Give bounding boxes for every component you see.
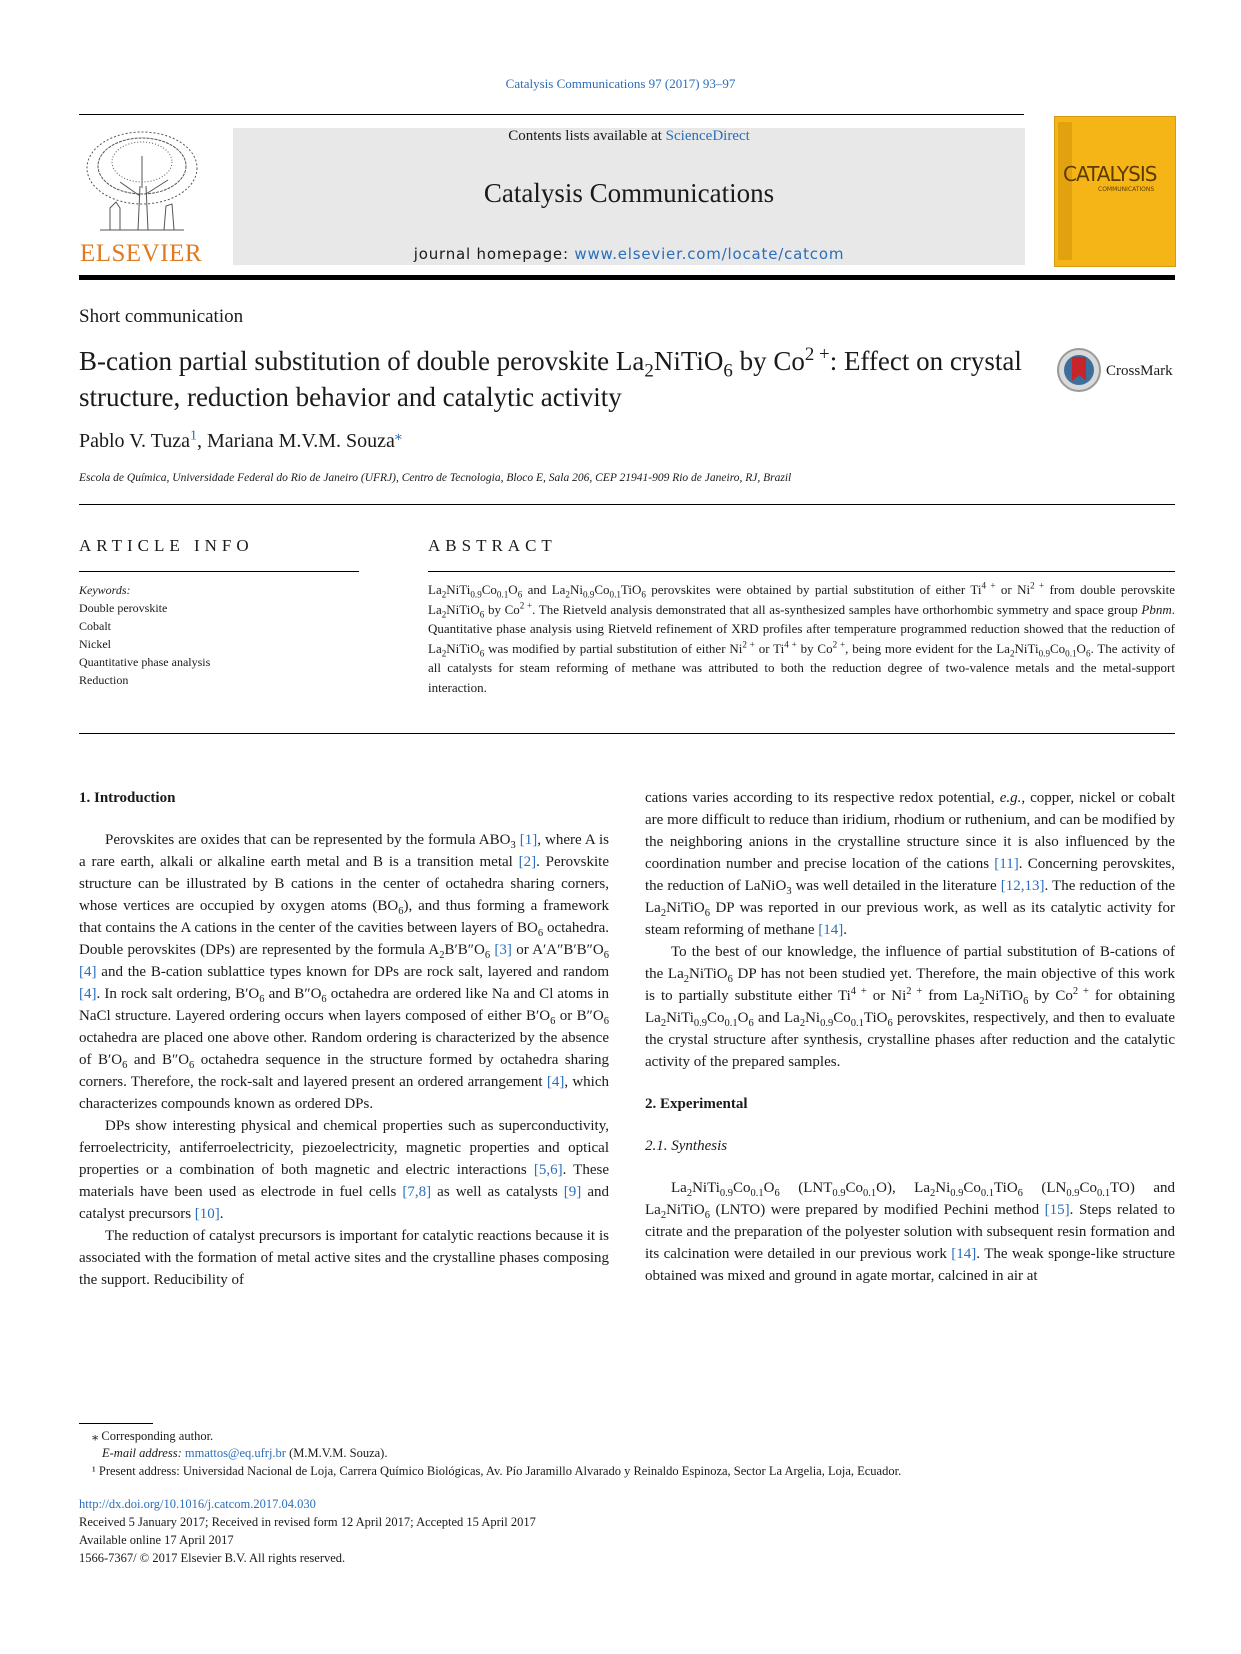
thick-header-rule bbox=[79, 275, 1175, 280]
paragraph: $La_2NiTi_{0.9}Co_{0.1}O_6$ $(LNT_{0.9}Co_{0.1}O)$, $La_2Ni_{0.9}Co_{0.1}TiO_6$ $(LN_{0.9}Co_{0.1}TO)$ and $La_2NiTiO_6$ (LNTO) were prepared by modified Pechini method [15]. Steps related to citrate and the preparation of the polyester solution with subsequent resin formation and its calcination were detailed in our previous work [14]. The weak sponge-like structure obtained was mixed and ground in agate mortar, calcined in air at bbox=[645, 1180, 1175, 1284]
article-title: B-cation partial substitution of double perovskite $La_2NiTiO_6$ by $Co^{2 +}$: Effect on crystal structure, reduction behavior and catalytic activity bbox=[79, 344, 1022, 412]
subsection-heading: 2.1. Synthesis bbox=[645, 1138, 728, 1154]
crossmark-icon[interactable] bbox=[1056, 347, 1102, 393]
footnote-rule bbox=[79, 1423, 153, 1424]
paragraph: The reduction of catalyst precursors is important for catalytic reactions because it is associated with the formation of metal active sites and the crystalline phases composing the support. Reducibility of bbox=[79, 1228, 609, 1288]
rule bbox=[428, 571, 1175, 572]
abstract-heading: ABSTRACT bbox=[428, 536, 557, 555]
contents-line: Contents lists available at ScienceDirect bbox=[508, 128, 750, 144]
rule bbox=[79, 504, 1175, 505]
online-date: Available online 17 April 2017 bbox=[79, 1533, 234, 1547]
header-rule bbox=[79, 114, 1024, 115]
keyword: Double perovskite bbox=[79, 601, 168, 615]
corresponding-mark[interactable]: ⁎ bbox=[394, 428, 402, 444]
crossmark-label[interactable]: CrossMark bbox=[1106, 363, 1173, 379]
rule bbox=[79, 733, 1175, 734]
paragraph: cations varies according to its respective redox potential, e.g., copper, nickel or cobalt are more difficult to reduce than iridium, rhodium or ruthenium, and can be modified by the neighboring anions in the crystalline structure since it is also influenced by the coordination number and precise location of the cations [11]. Concerning perovskites, the reduction of LaNiO$_3$ was well detailed in the literature [12,13]. The reduction of the $La_2NiTiO_6$ DP was reported in our previous work, as well as its catalytic activity for steam reforming of methane [14]. bbox=[645, 790, 1176, 938]
paragraph: DPs show interesting physical and chemical properties such as superconductivity, ferroelectricity, antiferroelectricity, piezoelectricity, magnetic properties and optical properties or a combination of both magnetic and electric interactions [5,6]. These materials have been used as electrode in fuel cells [7,8] as well as catalysts [9] and catalyst precursors [10]. bbox=[79, 1118, 609, 1222]
body-right-column bbox=[645, 787, 1175, 1287]
corresponding-note: ⁎ Corresponding author. bbox=[92, 1429, 214, 1443]
body-left-column bbox=[79, 787, 609, 1291]
doi-link[interactable]: http://dx.doi.org/10.1016/j.catcom.2017.04.030 bbox=[79, 1497, 316, 1511]
email-link[interactable]: mmattos@eq.ufrj.br bbox=[184, 1446, 286, 1460]
journal-homepage: journal homepage: www.elsevier.com/locate/catcom bbox=[413, 245, 845, 263]
rule bbox=[79, 571, 359, 572]
received-dates: Received 5 January 2017; Received in revised form 12 April 2017; Accepted 15 April 2017 bbox=[79, 1515, 536, 1529]
cover-title: CATALYSIS bbox=[1063, 162, 1157, 186]
publisher-name: ELSEVIER bbox=[79, 240, 203, 267]
paragraph: To the best of our knowledge, the influence of partial substitution of B-cations of the $La_2NiTiO_6$ DP has not been studied yet. Therefore, the main objective of this work is to partially substitute either $Ti^{4 +}$ or $Ni^{2 +}$ from $La_2NiTiO_6$ by $Co^{2 +}$ for obtaining $La_2NiTi_{0.9}Co_{0.1}O_6$ and $La_2Ni_{0.9}Co_{0.1}TiO_6$ perovskites, respectively, and then to evaluate the crystal structure after synthesis, crystalline phases after reduction and the catalytic activity of the prepared samples. bbox=[645, 944, 1176, 1070]
article-info-heading: ARTICLE INFO bbox=[79, 536, 254, 555]
keyword: Quantitative phase analysis bbox=[79, 655, 211, 669]
keyword: Cobalt bbox=[79, 619, 111, 633]
keyword: Reduction bbox=[79, 673, 129, 687]
present-address-note: ¹ Present address: Universidad Nacional de Loja, Carrera Químico Biológicas, Av. Pío Jaramillo Alvarado y Reinaldo Espinoza, Sector La Argelia, Loja, Ecuador. bbox=[92, 1464, 902, 1478]
author-name[interactable]: Mariana M.V.M. Souza bbox=[206, 430, 395, 452]
cover-subtitle: COMMUNICATIONS bbox=[1098, 186, 1155, 193]
sciencedirect-link[interactable]: ScienceDirect bbox=[665, 128, 750, 144]
affiliation: Escola de Química, Universidade Federal do Rio de Janeiro (UFRJ), Centro de Tecnologia, Bloco E, Sala 206, CEP 21941-909 Rio de Janeiro, RJ, Brazil bbox=[79, 472, 792, 484]
copyright: 1566-7367/ © 2017 Elsevier B.V. All rights reserved. bbox=[79, 1551, 346, 1565]
elsevier-tree-logo bbox=[80, 126, 204, 238]
email-note: E-mail address: mmattos@eq.ufrj.br (M.M.V.M. Souza). bbox=[102, 1446, 388, 1460]
author-list: Pablo V. Tuza$^1$, Mariana M.V.M. Souza⁎ bbox=[79, 428, 402, 452]
section-heading: 2. Experimental bbox=[645, 1096, 748, 1112]
author-footnote-mark[interactable]: 1 bbox=[189, 428, 197, 444]
journal-title: Catalysis Communications bbox=[483, 178, 775, 208]
article-type: Short communication bbox=[79, 306, 244, 327]
abstract-text: $La_2NiTi_{0.9}Co_{0.1}O_6$ and $La_2Ni_{0.9}Co_{0.1}TiO_6$ perovskites were obtained by partial substitution of either $Ti^{4 +}$ or $Ni^{2 +}$ from double perovskite $La_2NiTiO_6$ by $Co^{2 +}$. The Rietveld analysis demonstrated that all as-synthesized samples have orthorhombic symmetry and space group Pbnm. Quantitative phase analysis using Rietveld refinement of XRD profiles after temperature programmed reduction showed that the reduction of $La_2NiTiO_6$ was modified by partial substitution of either $Ni^{2 +}$ or $Ti^{4 +}$ by $Co^{2 +}$, being more evident for the $La_2NiTi_{0.9}Co_{0.1}O_6$. The activity of all catalysts for steam reforming of methane was attributed to both the reduction degree of two-valence metals and the metal-support interaction. bbox=[428, 580, 1176, 695]
homepage-link[interactable]: www.elsevier.com/locate/catcom bbox=[574, 245, 845, 263]
keywords-label: Keywords: bbox=[79, 583, 131, 597]
keyword: Nickel bbox=[79, 637, 111, 651]
journal-citation[interactable]: Catalysis Communications 97 (2017) 93–97 bbox=[505, 76, 736, 91]
paragraph: Perovskites are oxides that can be represented by the formula $ABO_3$ [1], where A is a rare earth, alkali or alkaline earth metal and B is a transition metal [2]. Perovskite structure can be illustrated by B cations in the center of octahedra sharing corners, whose vertices are occupied by oxygen atoms $(BO_6)$, and thus forming a framework that contains the A cations in the center of the cavities between layers of $BO_6$ octahedra. Double perovskites (DPs) are represented by the formula $A_2B'B''O_6$ [3] or $A'A''B'B''O_6$ [4] and the B-cation sublattice types known for DPs are rock salt, layered and random [4]. In rock salt ordering, $B'O_6$ and $B''O_6$ octahedra are ordered like Na and Cl atoms in NaCl structure. Layered ordering occurs when layers composed of either $B'O_6$ or $B''O_6$ octahedra are placed one above other. Random ordering is characterized by the absence of $B'O_6$ and $B''O_6$ octahedra sequence in the structure formed by octahedra sharing corners. Therefore, the rock-salt and layered present an ordered arrangement [4], which characterizes compounds known as ordered DPs. bbox=[79, 832, 610, 1112]
section-heading: 1. Introduction bbox=[79, 790, 176, 806]
cover-spine bbox=[1058, 122, 1072, 260]
author-name[interactable]: Pablo V. Tuza bbox=[79, 430, 190, 452]
